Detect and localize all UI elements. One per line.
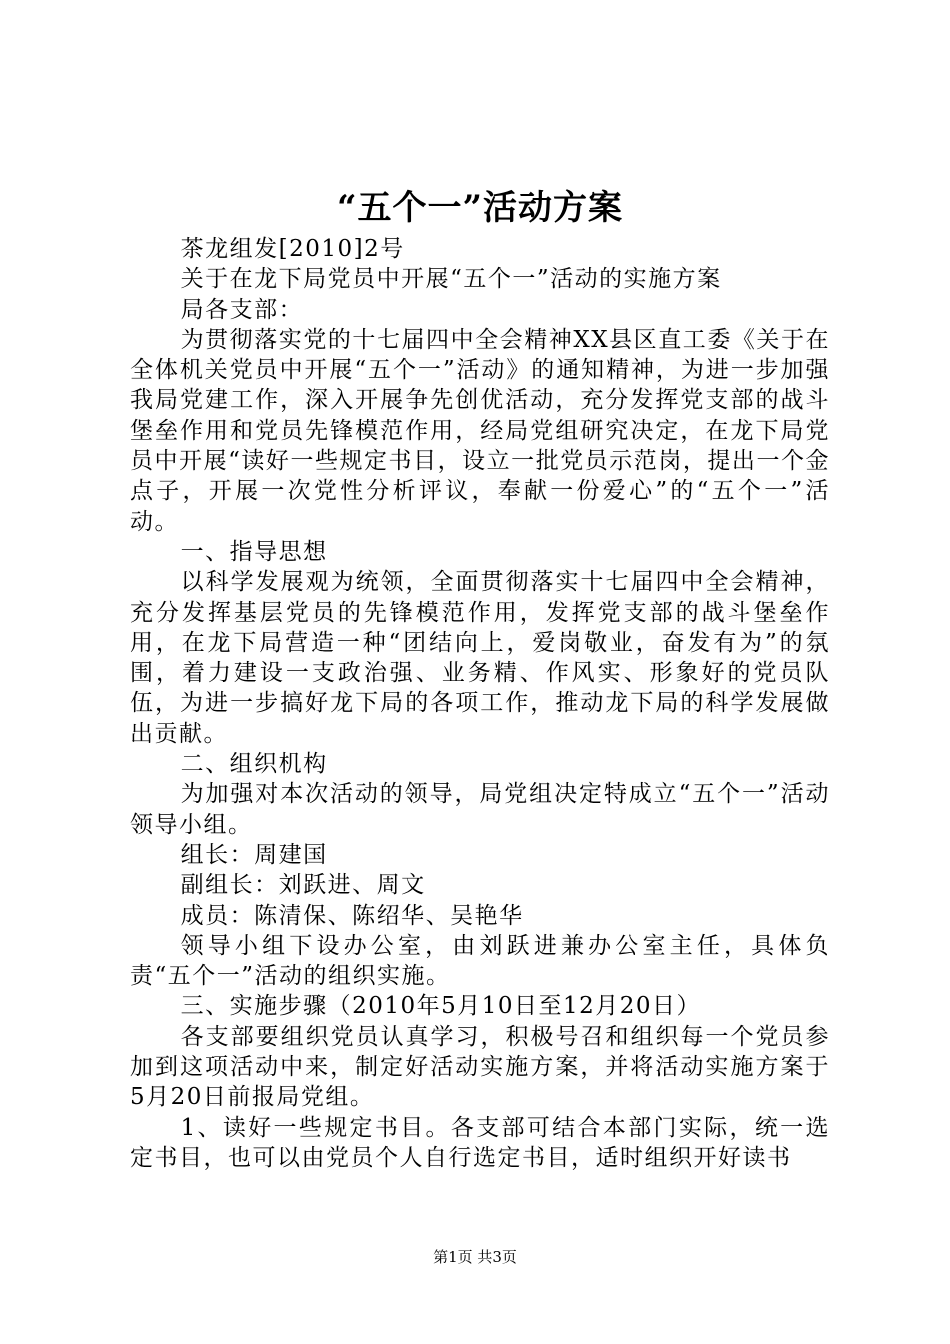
document-subject: 关于在龙下局党员中开展“五个一”活动的实施方案 (180, 266, 722, 293)
document-number: 茶龙组发[2010]2号 (180, 236, 405, 262)
group-members: 成员：陈清保、陈绍华、吴艳华 (180, 902, 524, 929)
section-heading-guiding-thought: 一、指导思想 (180, 538, 328, 565)
paragraph-intro: 为贯彻落实党的十七届四中全会精神XX县区直工委《关于在全体机关党员中开展“五个一”活动》的通知精神，为进一步加强我局党建工作，深入开展争先创优活动，充分发挥党支部的战斗堡垒作用和党员先锋模范作用，经局党组研究决定，在龙下局党员中开展“读好一些规定书目，设立一批党员示范岗，提出一个金点子，开展一次党性分析评议，奉献一份爱心”的“五个一”活动。 (130, 326, 830, 535)
deputy-group-leader: 副组长：刘跃进、周文 (180, 872, 426, 899)
page-footer: 第1页 共3页 (433, 1248, 517, 1266)
document-title: “五个一”活动方案 (336, 188, 624, 228)
document-body (130, 234, 830, 1173)
section-heading-steps: 三、实施步骤（2010年5月10日至12月20日） (180, 993, 702, 1020)
group-leader: 组长：周建国 (180, 841, 328, 868)
paragraph-organization: 为加强对本次活动的领导，局党组决定特成立“五个一”活动领导小组。 (130, 781, 830, 838)
paragraph-steps: 各支部要组织党员认真学习，积极号召和组织每一个党员参加到这项活动中来，制定好活动实施方案，并将活动实施方案于5月20日前报局党组。 (130, 1023, 830, 1111)
paragraph-step-1: 1、读好一些规定书目。各支部可结合本部门实际，统一选定书目，也可以由党员个人自行选定书目，适时组织开好读书 (130, 1114, 830, 1171)
salutation: 局各支部： (180, 296, 304, 323)
paragraph-office: 领导小组下设办公室，由刘跃进兼办公室主任，具体负责“五个一”活动的组织实施。 (130, 932, 830, 990)
paragraph-guiding-thought: 以科学发展观为统领，全面贯彻落实十七届四中全会精神，充分发挥基层党员的先锋模范作用，发挥党支部的战斗堡垒作用，在龙下局营造一种“团结向上，爱岗敬业，奋发有为”的氛围，着力建设一支政治强、业务精、作风实、形象好的党员队伍，为进一步搞好龙下局的各项工作，推动龙下局的科学发展做出贡献。 (130, 569, 830, 747)
section-heading-organization: 二、组织机构 (180, 751, 328, 778)
